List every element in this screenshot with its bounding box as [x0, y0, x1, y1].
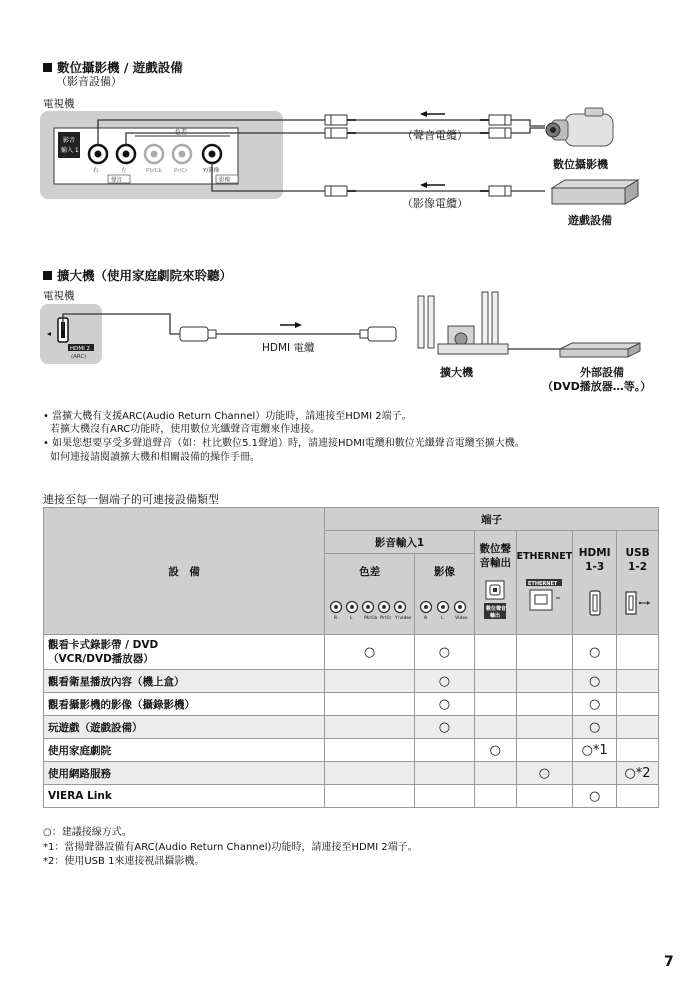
- hdmi-header: HDMI 1-3: [573, 531, 617, 635]
- table-row: 觀看攝影機的影像（攝錄影機） ○ ○: [44, 693, 659, 716]
- camcorder-label: 數位攝影機: [553, 158, 608, 171]
- svg-text:L: L: [441, 615, 445, 620]
- video-tag: 影像: [219, 177, 231, 184]
- home-theater-icon: [418, 292, 560, 354]
- table-row: 使用網路服務 ○ ○*2: [44, 762, 659, 785]
- table-row: 玩遊戲（遊戲設備） ○ ○: [44, 716, 659, 739]
- square-bullet-icon: [43, 271, 52, 280]
- table-row: VIERA Link ○: [44, 785, 659, 808]
- external-device-sublabel: （DVD播放器…等。）: [542, 380, 652, 393]
- optical-tag-line2: 輸出: [490, 613, 501, 619]
- usb-port-icon: [624, 590, 652, 616]
- rca-plug-left-2: [325, 128, 356, 138]
- note-1: • 當擴大機有支援ARC(Audio Return Channel）功能時，請連接至HDMI 2端子。: [43, 411, 412, 422]
- av-input-header: 影音輸入1: [325, 531, 475, 554]
- svg-text:Y/video: Y/video: [394, 615, 411, 620]
- optical-tag-line1: 數位聲音: [486, 606, 507, 612]
- jack-audio-right: [89, 145, 107, 163]
- ethernet-header: ETHERNET ETHERNET: [516, 531, 573, 635]
- video-cable-label: （影像電纜）: [402, 197, 468, 210]
- component-header: 色差 R L Pb/Cb Pr/Cr Y/video: [325, 554, 415, 635]
- footnote-1: *1：當揚聲器設備有ARC(Audio Return Channel)功能時，請連接至HDMI 2端子。: [43, 842, 418, 853]
- digital-audio-out-header: 數位聲 音輸出 數位聲音 輸出: [474, 531, 516, 635]
- svg-text:L: L: [349, 615, 353, 620]
- rca-plug-right-1: [480, 115, 511, 125]
- note-2: • 如果您想要享受多聲道聲音（如：杜比數位5.1聲道）時，請連接HDMI電纜和數位光纖聲音電纜至擴大機。: [43, 438, 525, 449]
- hdmi2-port-label: HDMI 2: [70, 346, 90, 352]
- section1-title: 數位攝影機 / 遊戲設備: [43, 58, 183, 76]
- arc-label: (ARC): [71, 354, 87, 360]
- hdmi-direction-arrow: [280, 322, 302, 328]
- terminal-table: [43, 507, 659, 808]
- section1-tv-label: 電視機: [43, 98, 75, 110]
- hdmi-plug-left: [180, 327, 216, 341]
- jack-label-right: 右: [93, 168, 99, 174]
- audio-tag: 聲音: [111, 177, 123, 184]
- ethernet-tag: ETHERNET: [528, 580, 558, 587]
- external-device-label: 外部設備: [580, 366, 624, 379]
- footnote-legend: ○：建議接線方式。: [43, 827, 132, 838]
- footnote-2: *2：使用USB 1來連接視訊攝影機。: [43, 856, 205, 867]
- note-1-cont: 若擴大機沒有ARC功能時，使用數位光纖聲音電纜來作連接。: [50, 424, 321, 435]
- page-number: 7: [664, 954, 674, 970]
- svg-text:R: R: [333, 615, 337, 620]
- svg-text:輸入 1: 輸入 1: [61, 147, 79, 154]
- jack-audio-left: [117, 145, 135, 163]
- external-device-icon: [560, 343, 640, 357]
- table-row: 使用家庭劇院 ○ ○*1: [44, 739, 659, 762]
- table-row: 觀看衛星播放內容（機上盒） ○ ○: [44, 670, 659, 693]
- ethernet-port-icon: [524, 578, 564, 612]
- jack-label-left: 左: [121, 168, 127, 174]
- optical-port-icon: [483, 580, 507, 620]
- rca-plug-left-3: [325, 186, 356, 196]
- usb-header: USB 1-2: [617, 531, 659, 635]
- section2-tv-label: 電視機: [43, 290, 75, 302]
- audio-cable-label: （聲音電纜）: [402, 129, 468, 142]
- jack-video: [203, 145, 221, 163]
- audio-direction-arrow: [420, 111, 445, 117]
- game-device-icon: [552, 180, 638, 204]
- svg-text:影音: 影音: [63, 137, 76, 144]
- hdmi-cable-label: HDMI 電纜: [262, 342, 315, 354]
- table-caption: 連接至每一個端子的可連接設備類型: [43, 493, 219, 506]
- video-jacks-icon: [418, 599, 470, 621]
- device-header: 設 備: [44, 508, 325, 635]
- amplifier-label: 擴大機: [440, 366, 473, 379]
- video-direction-arrow: [420, 182, 445, 188]
- av-input-badge: [58, 132, 80, 158]
- section2-title: 擴大機（使用家庭劇院來聆聽）: [43, 266, 232, 284]
- jack-label-pb: Pb/Cb: [146, 168, 162, 174]
- svg-text:Pr/Cr: Pr/Cr: [379, 615, 391, 620]
- svg-text:Video: Video: [455, 615, 469, 620]
- component-group-label: 色差: [175, 129, 188, 136]
- square-bullet-icon: [43, 63, 52, 72]
- component-jacks-icon: [329, 599, 411, 621]
- jack-label-video: Y/影像: [203, 168, 220, 174]
- hdmi-port-icon: [588, 590, 602, 616]
- rca-plug-right-2: [480, 128, 511, 138]
- hdmi-plug-right: [360, 327, 396, 341]
- amplifier-connection-diagram: [40, 284, 660, 374]
- jack-pr: [173, 145, 191, 163]
- game-device-label: 遊戲設備: [568, 214, 612, 227]
- jack-pb: [145, 145, 163, 163]
- section1-subtitle: （影音設備）: [56, 75, 122, 88]
- rca-plug-right-3: [480, 186, 511, 196]
- table-row: 觀看卡式錄影帶 / DVD （VCR/DVD播放器） ○ ○ ○: [44, 635, 659, 670]
- terminal-header: 端子: [325, 508, 659, 531]
- jack-label-pr: Pr/Cr: [174, 168, 188, 174]
- camcorder-icon: [546, 108, 613, 146]
- video-header: 影像 R L Video: [415, 554, 475, 635]
- rca-plug-left-1: [325, 115, 356, 125]
- note-2-cont: 如何連接請閱讀擴大機和相關設備的操作手冊。: [50, 452, 260, 463]
- svg-text:Pb/Cb: Pb/Cb: [363, 615, 377, 620]
- svg-text:R: R: [424, 615, 428, 620]
